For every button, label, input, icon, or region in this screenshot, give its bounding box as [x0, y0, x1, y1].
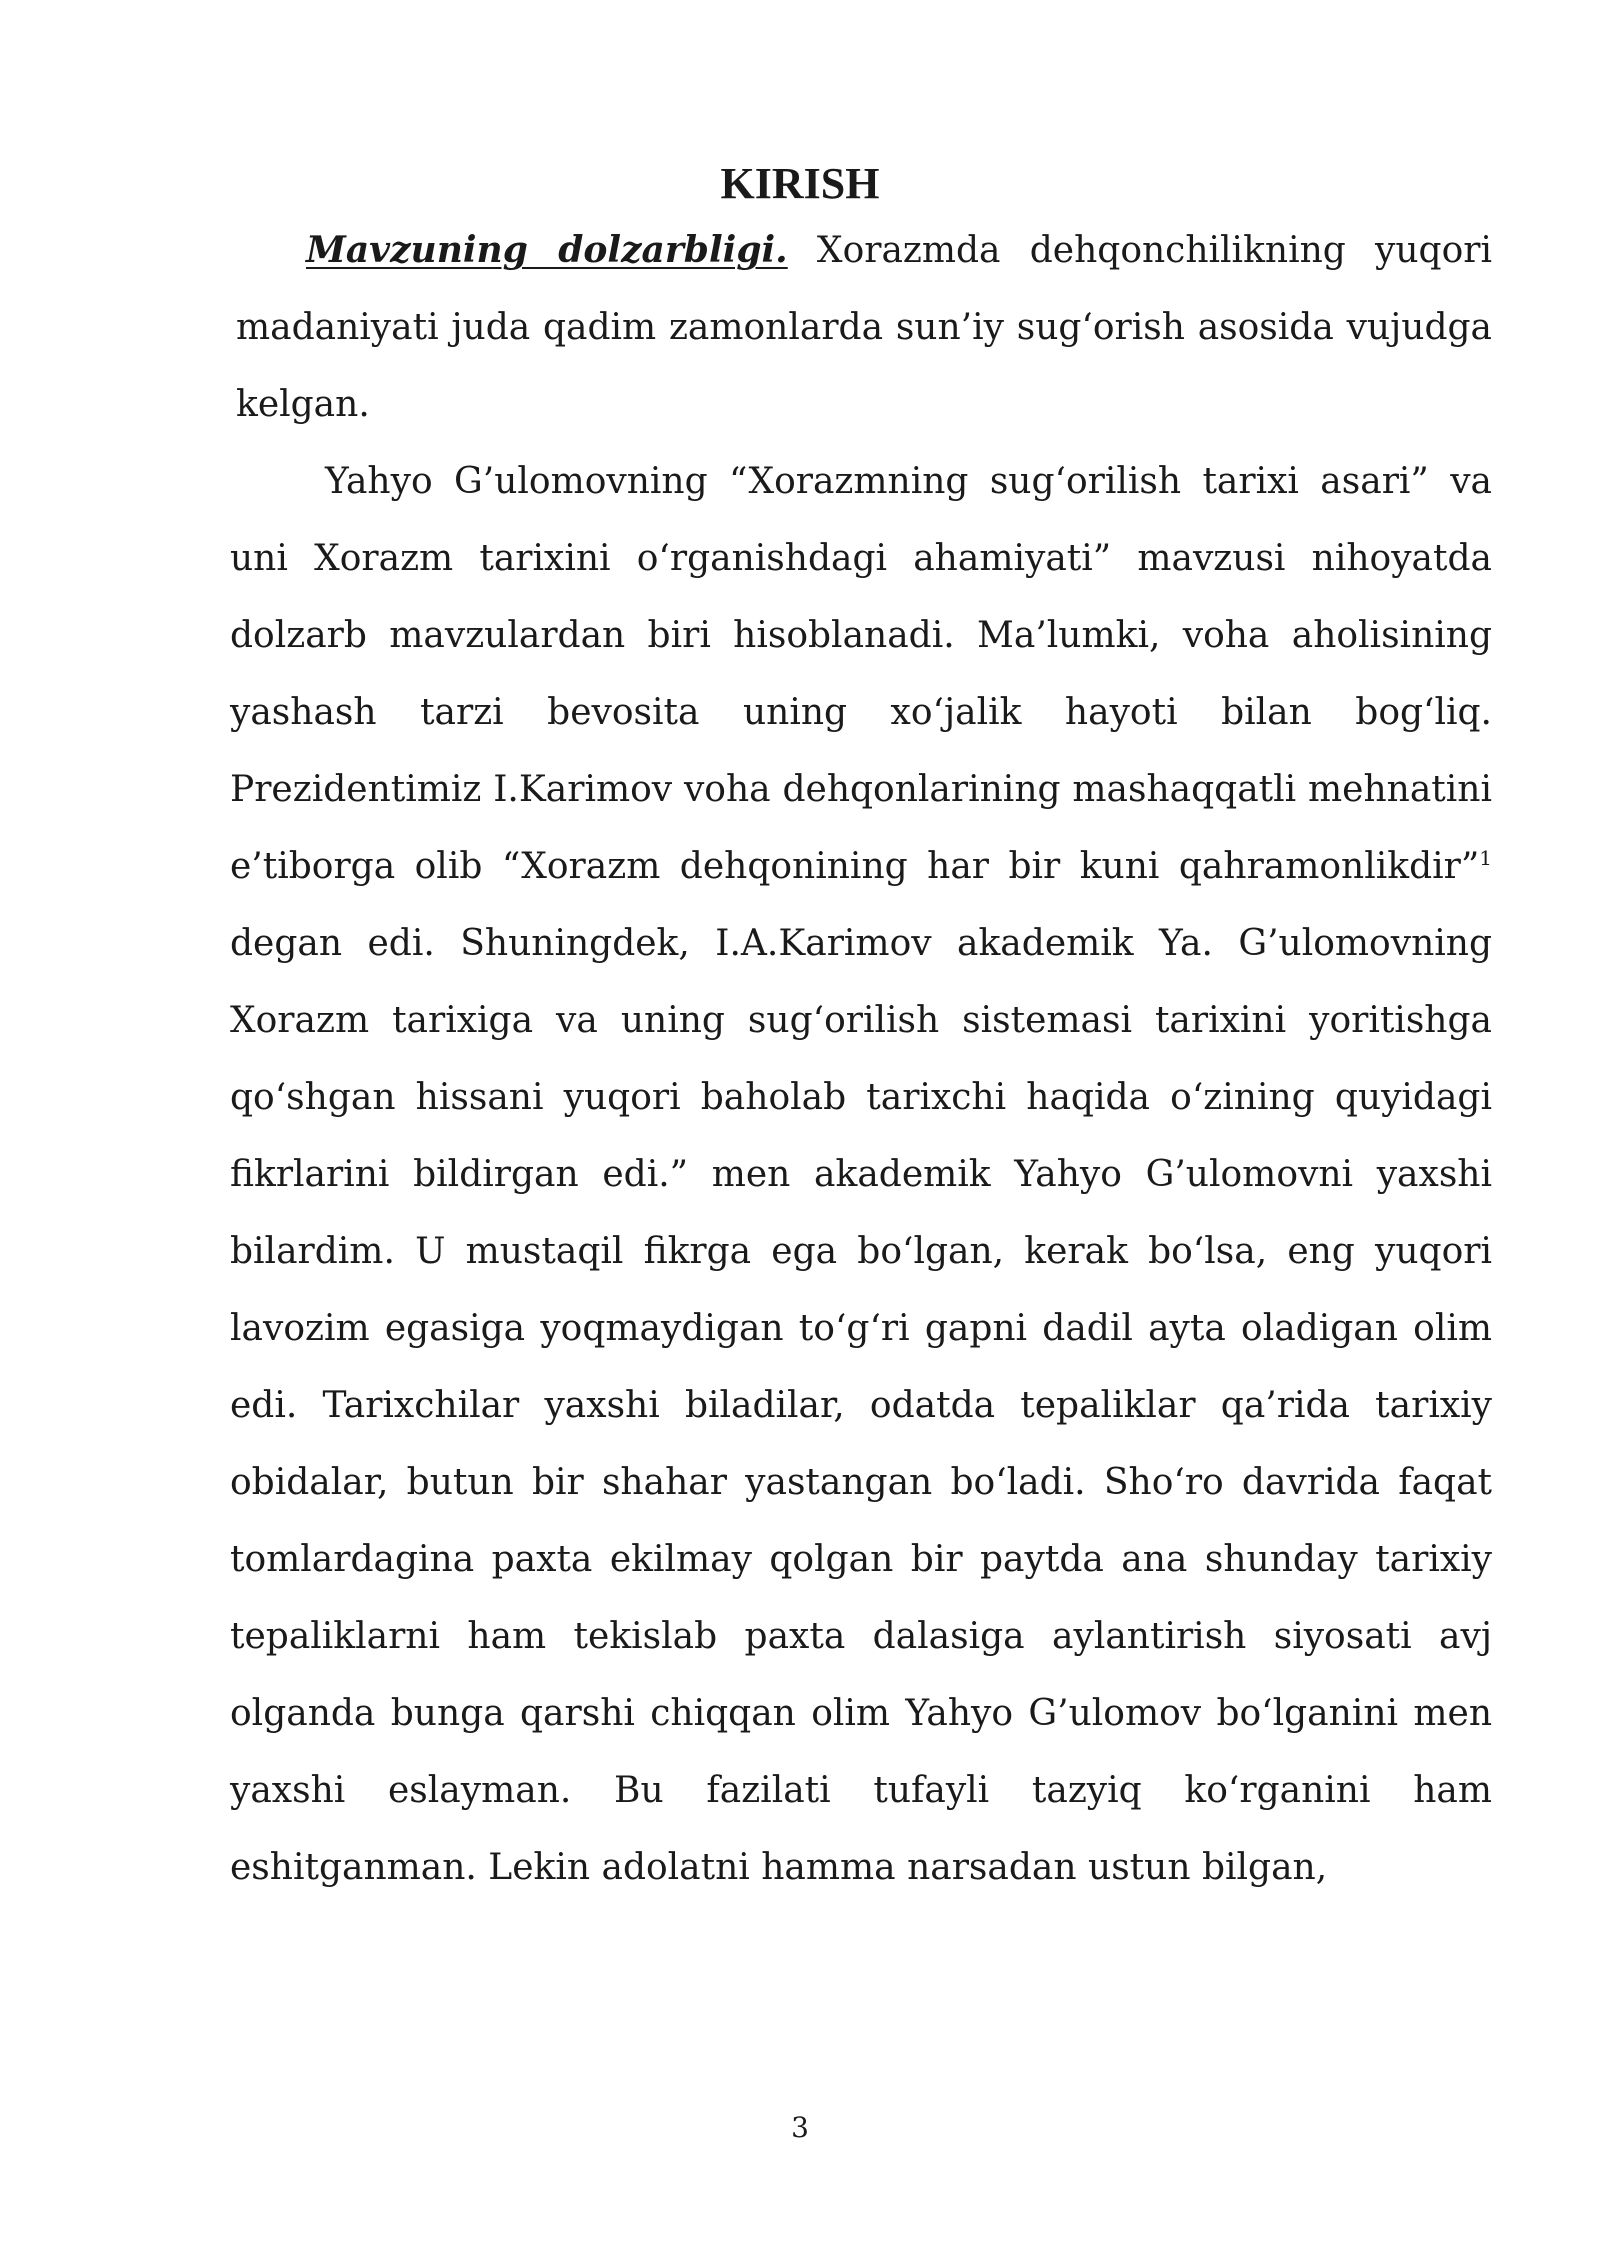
section-title: KIRISH [720, 159, 880, 208]
topic-relevance-label: Mavzuning dolzarbligi. [306, 229, 788, 271]
paragraph-2-text-part-1: Yahyo G’ulomovning “Xorazmning sug‘orilish tarixi asari” va uni Xorazm tarixini o‘rganishdagi ahamiyati” mavzusi nihoyatda dolzarb mavzulardan biri hisoblanadi. Ma’lumki, voha aholisining yashash tarzi bevosita uning xo‘jalik hayoti bilan bog‘liq. Prezidentimiz I.Karimov voha dehqonlarining mashaqqatli mehnatini e’tiborga olib “Xorazm dehqonining har bir kuni qahramonlikdir” [230, 461, 1492, 887]
page-number: 3 [791, 2111, 809, 2144]
paragraph-1-text: Xorazmda dehqonchilikning yuqori madaniyati juda qadim zamonlarda sun’iy sug‘orish asosida vujudga kelgan. [236, 230, 1492, 425]
body-text [230, 212, 1492, 1906]
paragraph-topic-relevance [230, 212, 1492, 443]
paragraph-main [230, 443, 1492, 1906]
paragraph-2-text-part-2: degan edi. Shuningdek, I.A.Karimov akademik Ya. G’ulomovning Xorazm tarixiga va uning sug‘orilish sistemasi tarixini yoritishga qo‘shgan hissani yuqori baholab tarixchi haqida o‘zining quyidagi fikrlarini bildirgan edi.” men akademik Yahyo G’ulomovni yaxshi bilardim. U mustaqil fikrga ega bo‘lgan, kerak bo‘lsa, eng yuqori lavozim egasiga yoqmaydigan to‘g‘ri gapni dadil ayta oladigan olim edi. Tarixchilar yaxshi biladilar, odatda tepaliklar qa’rida tarixiy obidalar, butun bir shahar yastangan bo‘ladi. Sho‘ro davrida faqat tomlardagina paxta ekilmay qolgan bir paytda ana shunday tarixiy tepaliklarni ham tekislab paxta dalasiga aylantirish siyosati avj olganda bunga qarshi chiqqan olim Yahyo G’ulomov bo‘lganini men yaxshi eslayman. Bu fazilati tufayli tazyiq ko‘rganini ham eshitganman. Lekin adolatni hamma narsadan ustun bilgan, [230, 923, 1492, 1888]
footnote-reference-1[interactable]: 1 [1479, 846, 1492, 870]
